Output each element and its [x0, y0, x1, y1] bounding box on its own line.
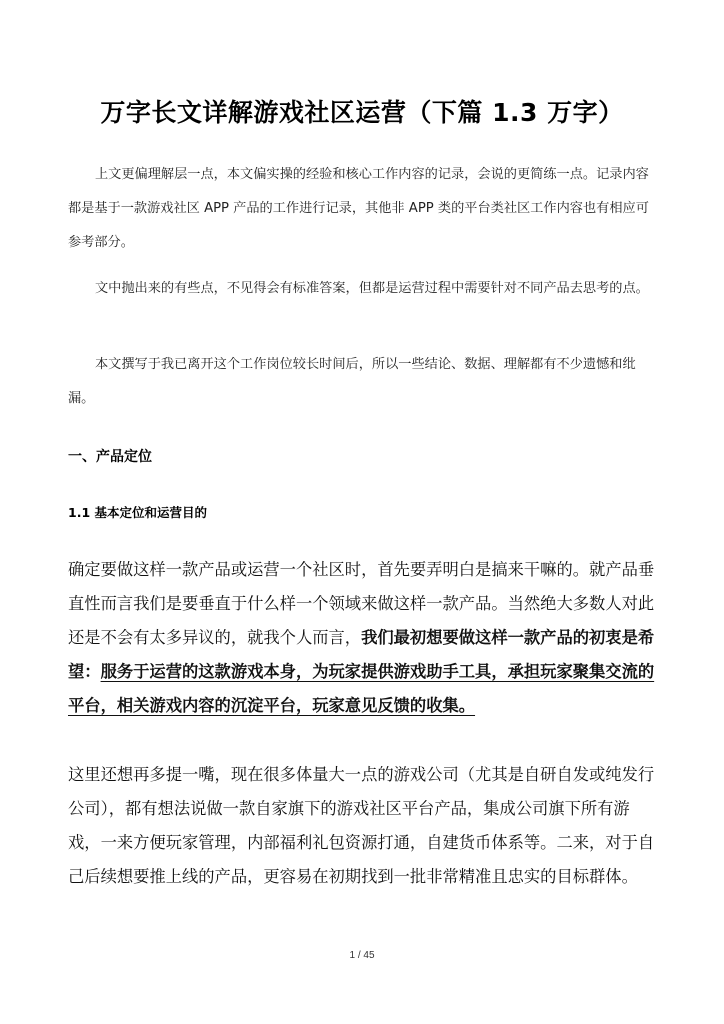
- paragraph-text: 确定要做这样一款产品或运营一个社区时，首先要弄明白是搞来干嘛的。就产品垂直性而言我们是要垂直于什么样一个领域来做这样一款产品。当然绝大多数人对此还是不会有太多异议的，就我个人而言，: [68, 560, 655, 647]
- page-number: 1 / 45: [349, 950, 375, 961]
- intro-paragraph: 本文撰写于我已离开这个工作岗位较长时间后，所以一些结论、数据、理解都有不少遗憾和纰漏。: [68, 357, 636, 406]
- body-paragraph: [68, 553, 658, 723]
- intro-paragraph: 上文更偏理解层一点，本文偏实操的经验和核心工作内容的记录，会说的更简练一点。记录内容都是基于一款游戏社区 APP 产品的工作进行记录，其他非 APP 类的平台类社区工作内容也有相应可参考部分。: [68, 167, 649, 250]
- section-heading: 一、产品定位: [68, 449, 152, 465]
- bold-text: 我们最初想要做这样一款产品的初衷是希望：: [68, 628, 655, 681]
- document-title: 万字长文详解游戏社区运营（下篇 1.3 万字）: [100, 98, 624, 127]
- intro-paragraph: 文中抛出来的有些点，不见得会有标准答案，但都是运营过程中需要针对不同产品去思考的点。: [95, 281, 649, 296]
- subsection-heading: 1.1 基本定位和运营目的: [68, 505, 207, 520]
- underlined-bold-text: 服务于运营的这款游戏本身，为玩家提供游戏助手工具，承担玩家聚集交流的平台，相关游戏内容的沉淀平台，玩家意见反馈的收集。: [68, 662, 655, 715]
- body-paragraph: 这里还想再多提一嘴，现在很多体量大一点的游戏公司（尤其是自研自发或纯发行公司），都有想法说做一款自家旗下的游戏社区平台产品，集成公司旗下所有游戏，一来方便玩家管理，内部福利礼包资源打通，自建货币体系等。二来，对于自己后续想要推上线的产品，更容易在初期找到一批非常精准且忠实的目标群体。: [68, 765, 655, 886]
